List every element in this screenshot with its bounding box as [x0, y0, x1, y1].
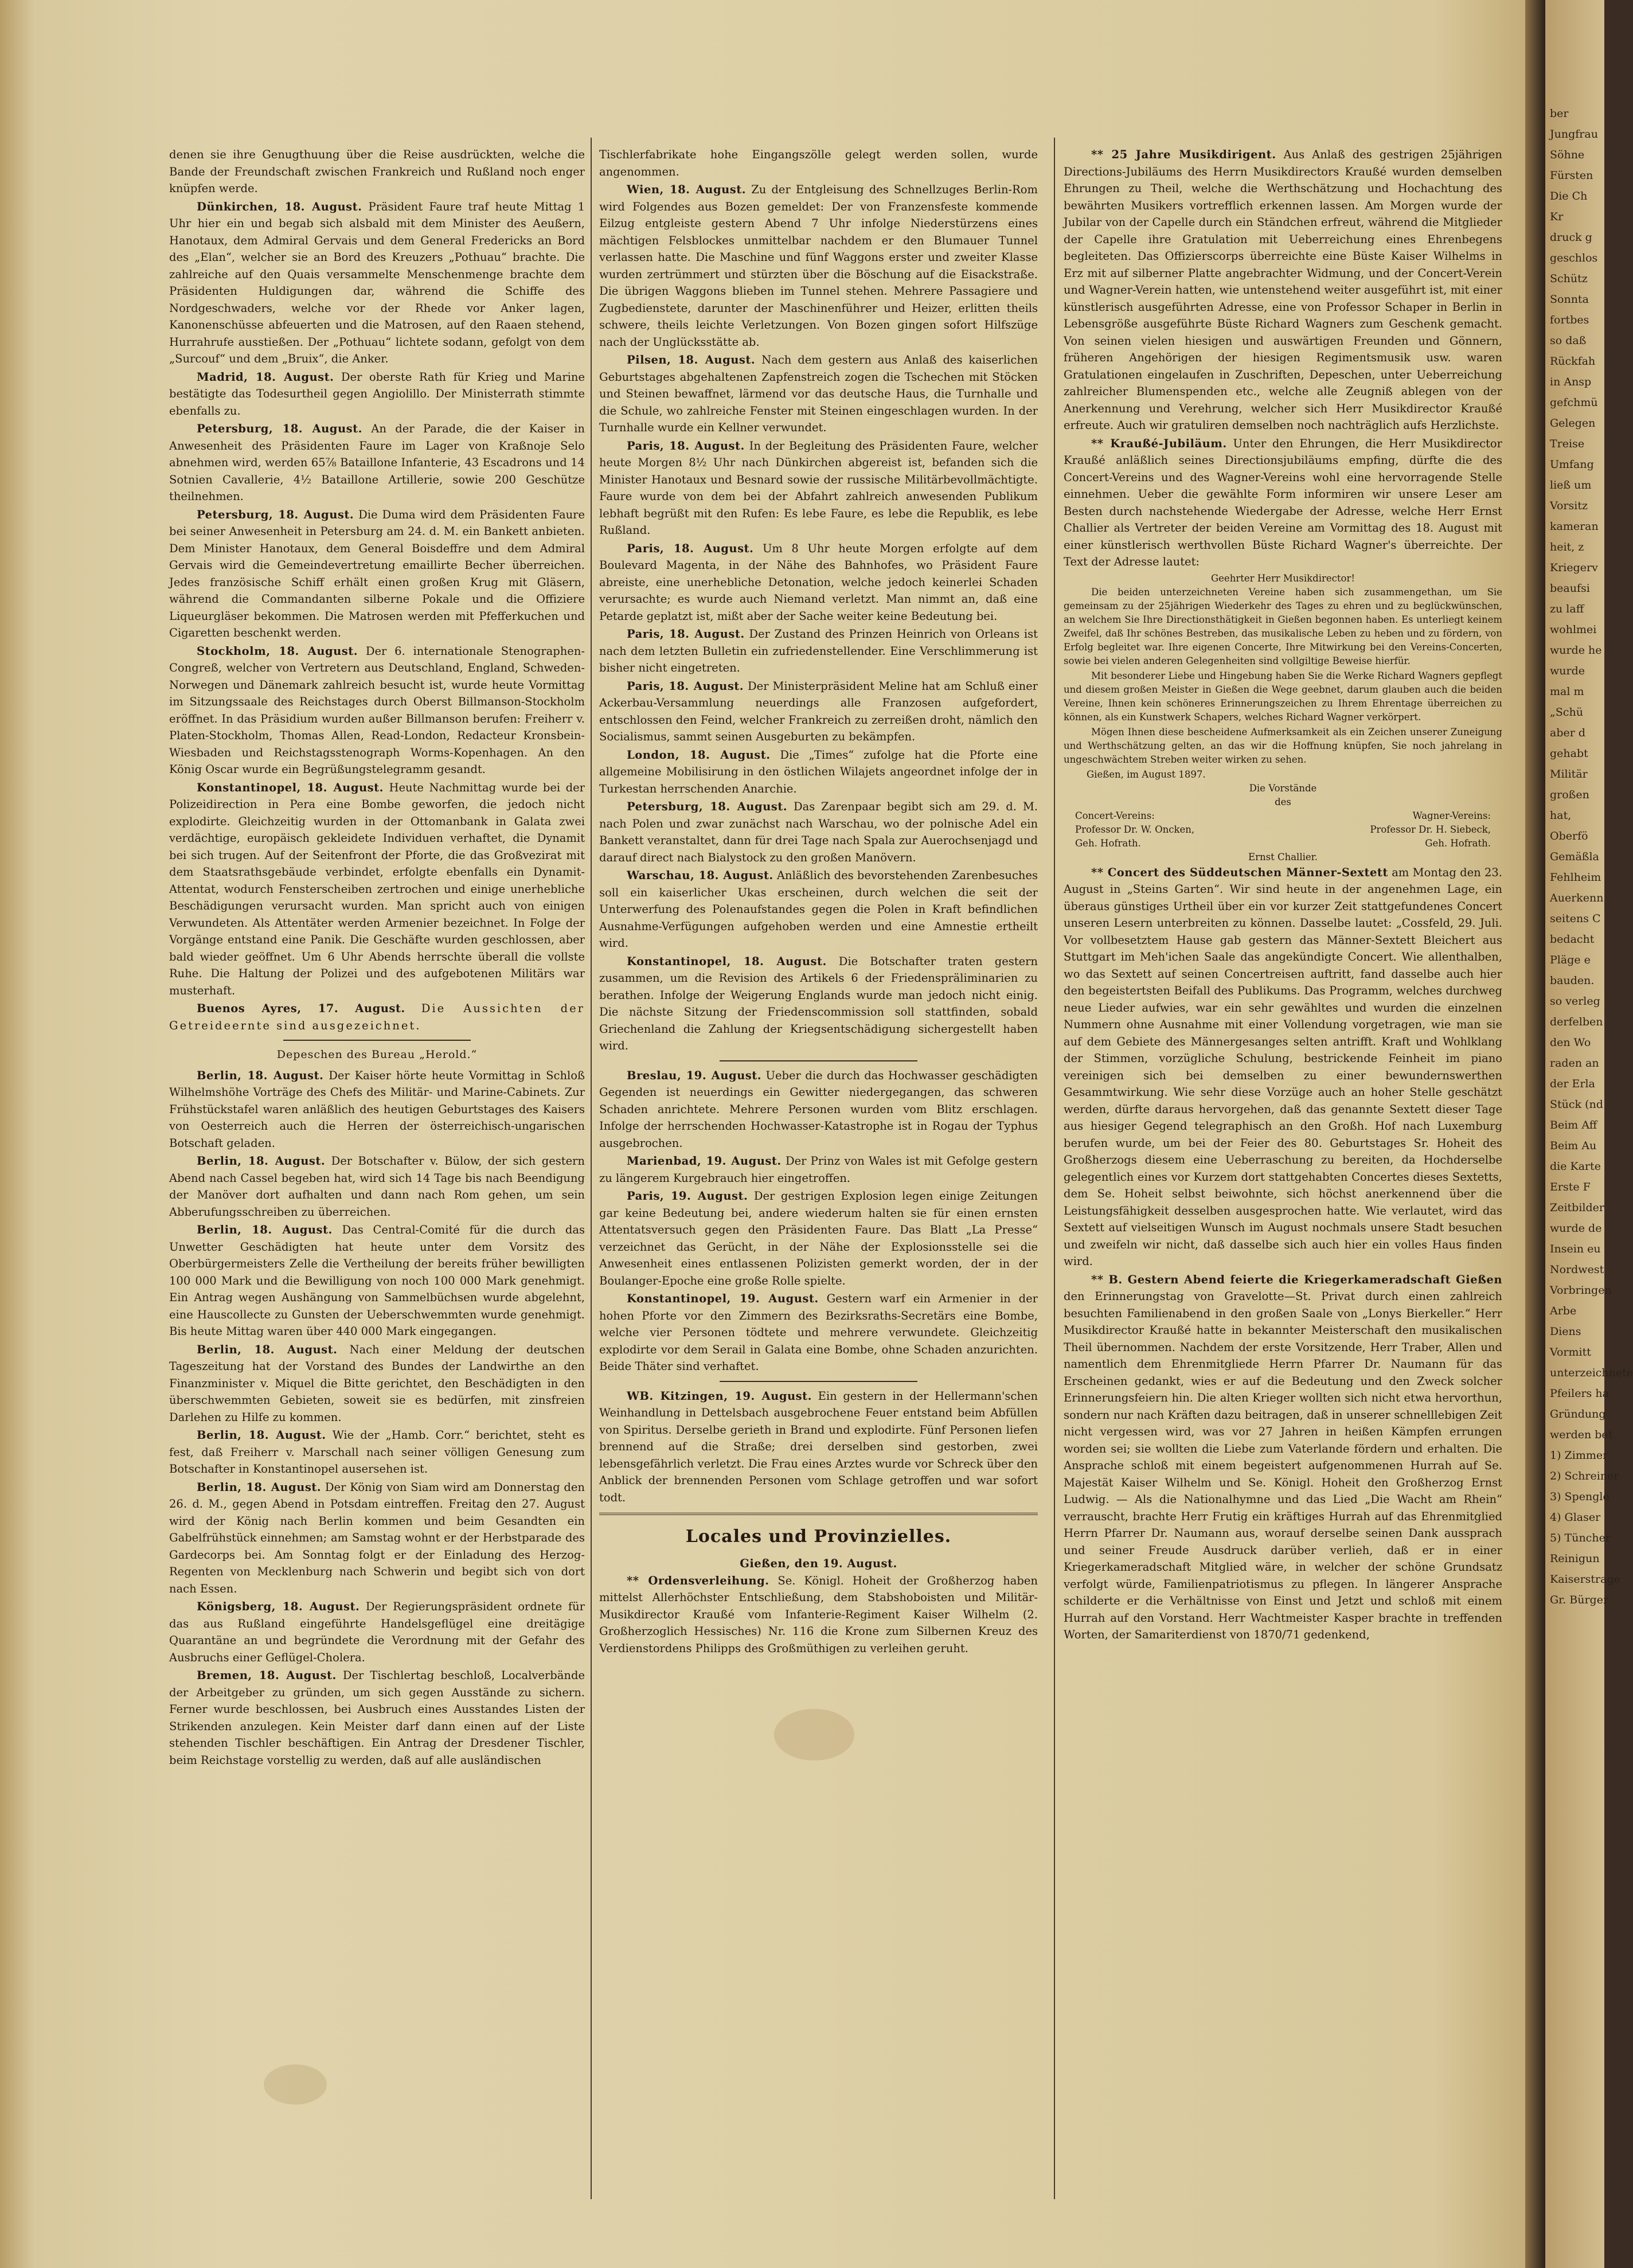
adjacent-page-fragment: Auerkenn: [1550, 892, 1604, 904]
article-text: Der oberste Rath für Krieg und Marine bestätigte das Todesurtheil gegen Angiolillo. Der Ministerrath stimmte ebenfalls zu.: [169, 370, 585, 417]
address-board: des: [1275, 796, 1291, 807]
adjacent-page-fragments: [1545, 0, 1633, 1610]
adjacent-page-fragment: Beim Aff: [1550, 1119, 1597, 1131]
adjacent-page-fragment: die Karte: [1550, 1160, 1601, 1173]
adjacent-page-fragment: ließ um: [1550, 479, 1592, 491]
news-item: [169, 1000, 585, 1034]
adjacent-page-fragment: Rückfah: [1550, 355, 1596, 368]
dateline: Dünkirchen, 18. August.: [197, 200, 362, 213]
adjacent-page-fragment: Erste F: [1550, 1181, 1591, 1193]
adjacent-page-fragment: Arbe: [1550, 1305, 1577, 1317]
column-1: [169, 146, 585, 2188]
adjacent-page-fragment: gehabt: [1550, 747, 1588, 760]
adjacent-page-fragment: zu laff: [1550, 603, 1584, 615]
adjacent-page-fragment: Pfeilers ha: [1550, 1387, 1609, 1400]
dateline: Petersburg, 18. August.: [197, 508, 354, 521]
article-text: Der Prinz von Wales ist mit Gefolge gestern zu längerem Kurgebrauch hier eingetroffen.: [599, 1154, 1038, 1185]
adjacent-page-fragment: Zeitbilder: [1550, 1201, 1604, 1214]
adjacent-page-fragment: wurde de: [1550, 1222, 1602, 1235]
book-binding: [1525, 0, 1545, 2268]
adjacent-page-fragment: 5) Tüncher: [1550, 1532, 1611, 1544]
article-text: Das Central-Comité für die durch das Unwetter Geschädigten hat heute unter dem Vorsitz des Oberbürgermeisters Zelle die Vertheilung der bereits früher bewilligten 100 000 Mark und die Bewilligung von noch 100 000 Mark genehmigt. Ein Antrag wegen Aushängung von Sammelbüchsen wurde abgelehnt, eine Hauscollecte zu Gunsten der Ueberschwemmten wurde genehmigt. Bis heute Mittag waren über 440 000 Mark eingegangen.: [169, 1223, 585, 1338]
adjacent-page-fragment: Vormitt: [1550, 1346, 1591, 1359]
news-item: [169, 369, 585, 420]
news-item: [169, 198, 585, 368]
adjacent-page-fragment: den Wo: [1550, 1036, 1591, 1049]
article-text: Zu der Entgleisung des Schnellzuges Berlin-Rom wird Folgendes aus Bozen gemeldet: Der von Franzensfeste kommende Eilzug entgleiste gestern Abend 7 Uhr infolge Niederstürzens eines mächtigen Felsblockes unmittelbar nachdem er den Blumauer Tunnel verlassen hatte. Die Maschine und fünf Waggons erster und zweiter Klasse wurden zertrümmert und stürzten über die Böschung auf die Eisackstraße. Die übrigen Waggons blieben im Tunnel stehen. Mehrere Passagiere und Zugbedienstete, darunter der Maschinenführer und Heizer, erlitten theils schwere, theils leichte Verletzungen. Von Bozen gingen sofort Hilfszüge nach der Unglücksstätte ab.: [599, 183, 1038, 349]
news-item: [599, 747, 1038, 798]
dateline: WB. Kitzingen, 19. August.: [627, 1389, 812, 1403]
dateline: Königsberg, 18. August.: [197, 1600, 360, 1613]
section-subheading: Depeschen des Bureau „Herold.“: [276, 1048, 478, 1061]
dateline: Paris, 18. August.: [627, 439, 745, 452]
dateline: Berlin, 18. August.: [197, 1068, 324, 1082]
dateline: Stockholm, 18. August.: [197, 644, 358, 658]
news-item: [169, 1427, 585, 1478]
article-text: In der Begleitung des Präsidenten Faure, welcher heute Morgen 8½ Uhr nach Dünkirchen abgereist ist, befanden sich die Minister Hanotaux und Besnard sowie der russische Militärbevollmächtigte. Faure wurde von dem bei der Abfahrt zahlreich anwesenden Publikum lebhaft begrüßt mit den Rufen: Es lebe Faure, es lebe die Republik, es lebe Rußland.: [599, 439, 1038, 537]
adjacent-page-fragment: 4) Glaser: [1550, 1511, 1601, 1524]
adjacent-page-fragment: beaufsi: [1550, 582, 1590, 595]
dateline: Wien, 18. August.: [627, 183, 747, 196]
article-text: Die „Times“ zufolge hat die Pforte eine allgemeine Mobilisirung in den östlichen Wilajets angeordnet infolge der in Turkestan herrschenden Anarchie.: [599, 748, 1038, 795]
adjacent-page-fragment: derfelben: [1550, 1016, 1603, 1028]
adjacent-page-fragment: gefchmü: [1550, 396, 1598, 409]
dateline: Madrid, 18. August.: [197, 370, 334, 384]
adjacent-page-fragment: so daß: [1550, 334, 1587, 347]
item-title: ** B. Gestern Abend feierte die Kriegerkameradschaft Gießen: [1091, 1272, 1502, 1286]
adjacent-page-fragment: bedacht: [1550, 933, 1595, 946]
adjacent-page-fragment: werden bet: [1550, 1428, 1613, 1441]
adjacent-page-fragment: Oberfö: [1550, 830, 1588, 842]
article-text: Aus Anlaß des gestrigen 25jährigen Directions-Jubiläums des Herrn Musikdirectors Kraußé wurden demselben Ehrungen zu Theil, welche die Werthschätzung und Hochachtung des bewährten Musikers vortrefflich erkennen lassen. Am Morgen wurde der Jubilar von der Capelle durch ein Ständchen erfreut, während die Mitglieder der Capelle ihre Gratulation mit Ueberreichung eines Ehrenbegens begleiteten. Das Offizierscorps überreichte eine Büste Kaiser Wilhelms in Erz mit auf silberner Platte angebrachter Widmung, und der Concert-Verein und Wagner-Verein hatten, wie untenstehend weiter ausgeführt ist, mit einer künstlerisch ausgeführten Adresse, eine von Professor Schaper in Berlin in Lebensgröße ausgeführte Büste Richard Wagners zum Geschenk gemacht. Von seinen vielen hiesigen und auswärtigen Freunden und Gönnern, früheren Angehörigen der hiesigen Regimentsmusik usw. waren Gratulationen eingelaufen in Zuschriften, Depeschen, unter Ueberreichung zahlreicher Blumenspenden etc., welche alle Zeugniß ablegen von der Anerkennung und Verehrung, welcher sich Herr Musikdirector Kraußé erfreute. Auch wir gratuliren demselben noch nachträglich aufs Herzlichste.: [1064, 148, 1502, 432]
news-item: [169, 420, 585, 505]
column-rule: [1054, 138, 1055, 2199]
adjacent-page-fragment: Sonnta: [1550, 293, 1589, 306]
adjacent-page-fragment: Die Ch: [1550, 190, 1588, 202]
adjacent-page-fragment: Kaiserstrage: [1550, 1573, 1620, 1586]
dateline: Breslau, 19. August.: [627, 1068, 762, 1082]
adjacent-page-fragment: so verleg: [1550, 995, 1600, 1008]
news-item: [599, 1290, 1038, 1375]
dateline: Berlin, 18. August.: [197, 1480, 322, 1494]
news-item: [169, 1067, 585, 1152]
article-text: Wie der „Hamb. Corr.“ berichtet, steht es fest, daß Freiherr v. Marschall nach seiner völligen Genesung zum Botschafter in Konstantinopel ausersehen ist.: [169, 1428, 585, 1475]
column-3: [1064, 146, 1502, 2188]
news-item: [599, 798, 1038, 866]
signature-row: [1064, 809, 1502, 823]
news-item: [169, 643, 585, 778]
local-dateline: Gießen, den 19. August.: [740, 1557, 897, 1570]
adjacent-page-fragment: seitens C: [1550, 912, 1601, 925]
news-item: [599, 352, 1038, 436]
article-text: Der Ministerpräsident Meline hat am Schluß einer Ackerbau-Versammlung neuerdings alle Franzosen aufgefordert, entschlossen den Feind, welcher Frankreich zu zerreißen droht, nämlich den Socialismus, sammt seinen Ausgeburten zu bekämpfen.: [599, 679, 1038, 743]
dateline: Pilsen, 18. August.: [627, 353, 756, 366]
column-2: [599, 146, 1038, 2188]
address-text: Mit besonderer Liebe und Hingebung haben Sie die Werke Richard Wagners gepflegt und diesem großen Meister in Gießen die Wege geebnet, darum glauben auch die beiden Vereine, Ihnen kein schöneres Erinnerungszeichen zu Ihrem Ehrentage überreichen zu können, als ein Kunstwerk Schapers, welches Richard Wagner verkörpert.: [1064, 670, 1502, 723]
news-item: [169, 779, 585, 1000]
news-item: [169, 1479, 585, 1598]
news-item: [169, 1341, 585, 1426]
dateline: Konstantinopel, 19. August.: [627, 1292, 819, 1305]
adjacent-page-fragment: Gründung: [1550, 1408, 1606, 1420]
article-text: Der Botschafter v. Bülow, der sich gestern Abend nach Cassel begeben hat, wird sich 14 Tage bis nach Beendigung der Manöver dort aufhalten und dann nach Rom gehen, um sein Abberufungsschreiben zu überreichen.: [169, 1154, 585, 1219]
item-title: ** Concert des Süddeutschen Männer-Sextett: [1091, 865, 1388, 879]
dateline: Paris, 18. August.: [627, 679, 744, 693]
signature-name: Professor Dr. H. Siebeck,: [1370, 823, 1491, 835]
adjacent-page-fragment: großen: [1550, 788, 1589, 801]
dateline: Paris, 18. August.: [627, 541, 754, 555]
signature-row: [1064, 823, 1502, 837]
adjacent-page-fragment: aber d: [1550, 727, 1586, 739]
adjacent-page-fragment: Pläge e: [1550, 954, 1591, 966]
dateline: Petersburg, 18. August.: [197, 422, 362, 435]
address-board: Die Vorstände: [1249, 782, 1317, 794]
news-item: [599, 678, 1038, 745]
adjacent-page-edge: [1545, 0, 1633, 2268]
adjacent-page-fragment: ber: [1550, 107, 1569, 120]
adjacent-page-fragment: wurde: [1550, 665, 1585, 677]
adjacent-page-fragment: Gemäßla: [1550, 850, 1599, 863]
adjacent-page-fragment: Gr. Bürger: [1550, 1594, 1609, 1606]
news-item: [599, 1388, 1038, 1506]
adjacent-page-fragment: in Ansp: [1550, 376, 1592, 388]
adjacent-page-fragment: geschlos: [1550, 252, 1598, 264]
article-text: Präsident Faure traf heute Mittag 1 Uhr hier ein und begab sich alsbald mit dem Minister des Aeußern, Hanotaux, dem Admiral Gervais und dem General Fredericks an Bord des „Elan“, welcher sie an Bord des Kreuzers „Pothuau“ brachte. Die zahlreiche auf den Quais versammelte Menschenmenge brachte dem Präsidenten Huldigungen dar, während die Schiffe des Nordgeschwaders, welche vor der Rhede vor Anker lagen, Kanonenschüsse abfeuerten und die Matrosen, auf den Raaen stehend, Hurrahrufe ausstießen. Der „Pothuau“ lichtete sodann, gefolgt von dem „Surcouf“ und dem „Bruix“, die Anker.: [169, 200, 585, 365]
article-text: Tischlerfabrikate hohe Eingangszölle gelegt werden sollen, wurde angenommen.: [599, 148, 1038, 178]
adjacent-page-fragment: Söhne: [1550, 149, 1585, 161]
article-text: Ein gestern in der Hellermann'schen Weinhandlung in Dettelsbach ausgebrochene Feuer entstand beim Abfüllen von Spiritus. Derselbe gerieth in Brand und explodirte. Fünf Personen liefen brennend auf die Straße; drei derselben sind gestorben, zwei lebensgefährlich verletzt. Die Frau eines Arztes wurde vor Schreck über den Anblick der brennenden Personen vom Schlage getroffen und war sofort todt.: [599, 1389, 1038, 1504]
address-date: Gießen, im August 1897.: [1087, 768, 1206, 780]
article-text: Die Botschafter traten gestern zusammen, um die Revision des Artikels 6 der Friedenspräliminarien zu berathen. Infolge der Weigerung Englands wurde man jedoch nicht einig. Die nächste Sitzung der Friedenscommission soll stattfinden, sobald Griechenland die Zahlung der Kriegsentschädigung sichergestellt haben wird.: [599, 954, 1038, 1052]
adjacent-page-fragment: Vorbringen: [1550, 1284, 1612, 1297]
dateline: Konstantinopel, 18. August.: [627, 954, 827, 968]
news-item: [1064, 1271, 1502, 1644]
item-title: ** Kraußé-Jubiläum.: [1091, 436, 1227, 450]
adjacent-page-fragment: wurde he: [1550, 644, 1602, 657]
adjacent-page-fragment: Nordwest: [1550, 1263, 1604, 1276]
article-text: denen sie ihre Genugthuung über die Reise ausdrückten, welche die Bande der Freundschaft zwischen Frankreich und Rußland noch enger knüpfen werde.: [169, 148, 585, 195]
signature-name: Professor Dr. W. Oncken,: [1075, 823, 1195, 835]
article-text: Unter den Ehrungen, die Herr Musikdirector Kraußé anläßlich seines Directionsjubiläums empfing, dürfte die des Concert-Vereins und des Wagner-Vereins wohl eine hervorragende Stelle einnehmen. Ueber die gewählte Form informiren wir unsere Leser am Besten durch nachstehende Wiedergabe der Adresse, welche Herr Ernst Challier als Vertreter der beiden Vereine am Vormittag des 18. August mit einer künstlerisch werthvollen Büste Richard Wagner's überreichte. Der Text der Adresse lautet:: [1064, 436, 1502, 568]
article-text: Nach einer Meldung der deutschen Tageszeitung hat der Vorstand des Bundes der Landwirthe an den Finanzminister v. Miquel die Bitte gerichtet, den Beschädigten in den überschwemmten Gebieten, soweit sie es bedürfen, mit zinsfreien Darlehen zu Hilfe zu kommen.: [169, 1342, 585, 1424]
adjacent-page-fragment: Insein eu: [1550, 1243, 1601, 1255]
adjacent-page-fragment: 1) Zimmer: [1550, 1449, 1608, 1462]
adjacent-page-fragment: Vorsitz: [1550, 499, 1588, 512]
news-item: [599, 953, 1038, 1055]
news-item: [599, 181, 1038, 350]
article-text: Anläßlich des bevorstehenden Zarenbesuches soll ein kaiserlicher Ukas erscheinen, durch welchen die seit der Unterwerfung des Polenaufstandes gegen die Polen in Kraft befindlichen Ausnahme-Verfügungen aufgehoben werden und eine Amnestie ertheilt wird.: [599, 869, 1038, 950]
dateline: Paris, 18. August.: [627, 627, 745, 641]
adjacent-page-fragment: Jungfrau: [1550, 128, 1598, 140]
adjacent-page-fragment: Fehlheim: [1550, 871, 1601, 884]
adjacent-page-fragment: Militär: [1550, 768, 1588, 780]
adjacent-page-fragment: Umfang: [1550, 458, 1594, 471]
article-text: Das Zarenpaar begibt sich am 29. d. M. nach Polen und zwar zunächst nach Warschau, wo der polnische Adel ein Bankett veranstaltet, dann für drei Tage nach Spala zur Auerochsenjagd und darauf direct nach Bialystock zu den großen Manövern.: [599, 800, 1038, 864]
dateline: Paris, 19. August.: [627, 1189, 748, 1203]
adjacent-page-fragment: heit, z: [1550, 541, 1584, 553]
article-text: Nach dem gestern aus Anlaß des kaiserlichen Geburtstages abgehaltenen Zapfenstreich zogen die Tschechen mit Stöcken und Steinen bewaffnet, lärmend vor das deutsche Haus, die Turnhalle und die Schule, wo zahlreiche Fenster mit Steinen eingeschlagen wurden. In der Turnhalle wurde ein Kellner verwundet.: [599, 353, 1038, 434]
news-item: [169, 1667, 585, 1769]
divider: [720, 1060, 917, 1061]
news-item: [1064, 435, 1502, 571]
news-item: [1064, 146, 1502, 434]
adjacent-page-fragment: hat,: [1550, 809, 1572, 822]
address-text: Mögen Ihnen diese bescheidene Aufmerksamkeit als ein Zeichen unserer Zuneigung und Werthschätzung gelten, an das wir die Hoffnung knüpfen, Sie noch jahrelang in ungeschwächtem Streben weiter wirken zu sehen.: [1064, 726, 1502, 765]
dateline: London, 18. August.: [627, 748, 771, 762]
article-text: Gestern warf ein Armenier in der hohen Pforte vor den Zimmern des Bezirksraths-Secretärs eine Bombe, welche vier Personen tödtete und mehrere verwundete. Gleichzeitig explodirte vor dem Serail in Galata eine Bombe, ohne Schaden anzurichten. Beide Thäter sind verhaftet.: [599, 1292, 1038, 1373]
adjacent-page-fragment: Gelegen: [1550, 417, 1596, 430]
section-heading: Locales und Provinzielles.: [685, 1527, 952, 1547]
article-text: Heute Nachmittag wurde bei der Polizeidirection in Pera eine Bombe geworfen, die jedoch nicht explodirte. Gleichzeitig wurden in der Ottomanbank in Galata zwei verdächtige, europäisch gekleidete Individuen verhaftet, die Dynamit bei sich trugen. Auf der Seitenfront der Pforte, die das Großvezirat mit dem Staatsrathsgebäude verbindet, erfolgte ebenfalls ein Dynamit-Attentat, wodurch Fensterscheiben zertrochen und einige unerhebliche Beschädigungen verursacht wurden. Man spricht auch von einigen Verwundeten. Als Attentäter werden Armenier bezeichnet. In Folge der Vorgänge entstand eine Panik. Die Geschäfte wurden geschlossen, aber bald wieder geöffnet. Um 6 Uhr Abends herrschte überall die vollste Ruhe. Die Haltung der Polizei und des aufgebotenen Militärs war musterhaft.: [169, 780, 585, 997]
divider: [720, 1381, 917, 1382]
article-text: Ueber die durch das Hochwasser geschädigten Gegenden ist neuerdings ein Gewitter niedergegangen, das schweren Schaden anrichtete. Mehrere Personen wurden vom Blitz erschlagen. Infolge der herrschenden Hochwasser-Katastrophe ist in Rogau der Typhus ausgebrochen.: [599, 1068, 1038, 1150]
adjacent-page-fragment: Treise: [1550, 438, 1585, 450]
signature-name: Geh. Hofrath.: [1425, 837, 1491, 849]
signature-name: Ernst Challier.: [1248, 851, 1318, 862]
article-text: Die Aussichten der Getreideernte sind ausgezeichnet.: [169, 1002, 585, 1032]
article-text: An der Parade, die der Kaiser in Anwesenheit des Präsidenten Faure im Lager von Kraßnoje Selo abnehmen wird, werden 65⅞ Bataillone Infanterie, 43 Escadrons und 14 Sotnien Cavallerie, 4½ Bataillone Artillerie, sowie 200 Geschütze theilnehmen.: [169, 422, 585, 503]
article-text: Um 8 Uhr heute Morgen erfolgte auf dem Boulevard Magenta, in der Nähe des Bahnhofes, wo Präsident Faure abreiste, eine unerhebliche Detonation, welche jedoch keinerlei Schaden verursachte; es wurde auch Niemand verletzt. Man nimmt an, daß eine Petarde geplatzt ist, mißt aber der Sache weiter keine Bedeutung bei.: [599, 541, 1038, 623]
adjacent-page-fragment: Kriegerv: [1550, 561, 1598, 574]
article-text: Der Kaiser hörte heute Vormittag in Schloß Wilhelmshöhe Vorträge des Chefs des Militär- und Marine-Cabinets. Zur Frühstückstafel waren anläßlich des heutigen Geburtstages des Kaisers von Oesterreich auch die Herren der österreichisch-ungarischen Botschaft geladen.: [169, 1068, 585, 1150]
adjacent-page-fragment: wohlmei: [1550, 623, 1597, 636]
news-item: [1064, 864, 1502, 1270]
dateline: Marienbad, 19. August.: [627, 1154, 782, 1168]
adjacent-page-fragment: der Erla: [1550, 1078, 1595, 1090]
news-item: [169, 1153, 585, 1220]
article-text: Der gestrigen Explosion legen einige Zeitungen gar keine Bedeutung bei, andere wiederum halten sie für einen ernsten Attentatsversuch gegen den Präsidenten Faure. Das Blatt „La Presse“ verzeichnet das Gerücht, in der Nähe der Explosionsstelle sei die Anwesenheit eines entlassenen Polizisten gemerkt worden, der in der Boulanger-Epoche eine große Rolle spielte.: [599, 1189, 1038, 1287]
dateline: Bremen, 18. August.: [197, 1669, 337, 1682]
news-item: [599, 1153, 1038, 1186]
dateline: Warschau, 18. August.: [627, 869, 773, 882]
dateline: Berlin, 18. August.: [197, 1342, 338, 1356]
article-text: am Montag den 23. August in „Steins Garten“. Wir sind heute in der angenehmen Lage, ein überaus günstiges Urtheil über ein vor kurzer Zeit stattgefundenes Concert unseren Lesern unterbreiten zu können. Dasselbe lautet: „Cossfeld, 29. Juli. Vor vollbesetztem Hause gab gestern das Männer-Sextett Bleichert aus Stuttgart im Meh'ichen Saale das angekündigte Concert. Wie allenthalben, wo das Sextett auf seinen Concertreisen auftritt, fand dasselbe auch hier den begeistertsten Beifall des Publikums. Das Programm, welches durchweg neue Lieder aufwies, war ein sehr gewähltes und wurden die einzelnen Nummern ohne Ausnahme mit einer Vollendung vorgetragen, wie man sie auf dem Gebiete des Männergesanges selten antrifft. Kraft und Wohlklang der Stimmen, vorzügliche Schulung, bestrickende Feinheit im piano vereinigen sich bei demselben zu einer bewundernswerthen Gesammtwirkung. Wie sehr diese Vorzüge auch an hoher Stelle geschätzt werden, dürfte daraus hervorgehen, daß das genannte Sextett dieser Tage aus hiesiger Gegend telegraphisch an den Großh. Hof nach Luxemburg berufen wurde, um bei der Feier des 80. Geburtstages Sr. Hoheit des Großherzogs diesem eine Ueberraschung zu bereiten, da Hochderselbe gelegentlich eines vor Kurzem dort stattgehabten Concertes dieses Sextetts, dem Se. Hoheit selbst beiwohnte, sich höchst anerkennend über die Leistungsfähigkeit desselben ausgesprochen hatte. Wie verlautet, wird das Sextett auf vielseitigen Wunsch im August nochmals unsere Stadt besuchen und zweifeln wir nicht, daß dasselbe sich auch hier ein volles Haus finden wird.: [1064, 865, 1503, 1268]
news-item: [599, 867, 1038, 952]
adjacent-page-fragment: mal m: [1550, 685, 1584, 698]
signature-label: Wagner-Vereins:: [1412, 810, 1491, 821]
dateline: Petersburg, 18. August.: [627, 800, 788, 813]
adjacent-page-fragment: unterzeichnete: [1550, 1367, 1633, 1379]
article-text: den Erinnerungstag von Gravelotte—St. Privat durch einen zahlreich besuchten Familienabend in den großen Saale von „Lonys Bierkeller.“ Herr Musikdirector Kraußé hatte in bekannter Meisterschaft den musikalischen Theil übernommen. Nachdem der erste Vorsitzende, Herr Traber, Allen und namentlich dem Ehrenmitgliede Herrn Pfarrer Dr. Naumann für das Erscheinen gedankt, wies er auf die Bedeutung und den Zweck solcher Erinnerungsfeiern hin. Die alten Krieger wollten sich nicht etwa hervorthun, sondern nur nach Kräften dazu beitragen, daß in unserer schnelllebigen Zeit nicht vergessen wird, was vor 27 Jahren in heißen Kämpfen errungen worden sei; sie wollten die Liebe zum Vaterlande fördern und erhalten. Die Ansprache schloß mit einem begeistert aufgenommenen Hurrah auf Se. Majestät Kaiser Wilhelm und Se. Königl. Hoheit den Großherzog Ernst Ludwig. — Als die Nationalhymne und das Lied „Die Wacht am Rhein“ verrauscht, brachte Herr Frutig ein kräftiges Hurrah auf das Ehrenmitglied Herrn Pfarrer Dr. Naumann aus, worauf derselbe seinen Dank aussprach und seiner Freude Ausdruck darüber verlieh, daß er in einer Kriegerkameradschaft Mitglied wäre, in welcher der schöne Grundsatz verfolgt würde, Familienpatriotismus zu pflegen. In längerer Ansprache schilderte er die Verhältnisse von Einst und Jetzt und schloß mit einem Hurrah auf den Vorstand. Herr Wachtmeister Kasper brachte in treffenden Worten, der Samariterdienst von 1870/71 gedenkend,: [1064, 1290, 1502, 1641]
news-item: [599, 1572, 1038, 1657]
address-text: Die beiden unterzeichneten Vereine haben sich zusammengethan, um Sie gemeinsam zu der 25jährigen Wiederkehr des Tages zu ehren und zu beglückwünschen, an welchem Sie Ihre Directionsthätigkeit in Gießen begonnen haben. Es unterliegt keinem Zweifel, daß Ihr schönes Bestreben, das musikalische Leben zu heben und zu fördern, von Erfolg begleitet war. Ihre eigenen Concerte, Ihre Mitwirkung bei den Vereins-Concerten, sowie bei vielen anderen Gelegenheiten sind vollgiltige Beweise hierfür.: [1064, 586, 1502, 666]
adjacent-page-fragment: Reinigun: [1550, 1552, 1600, 1565]
item-title: ** 25 Jahre Musikdirigent.: [1091, 148, 1276, 161]
divider: [283, 1040, 470, 1041]
article-text: Der Regierungspräsident ordnete für das aus Rußland eingeführte Handelsgeflügel eine dreitägige Quarantäne an und begründete die Verordnung mit der Gefahr des Ausbruchs einer Geflügel-Cholera.: [169, 1600, 585, 1664]
adjacent-page-fragment: „Schü: [1550, 706, 1583, 719]
article-text: Der Tischlertag beschloß, Localverbände der Arbeitgeber zu gründen, um sich gegen Ausstände zu sichern. Ferner wurde beschlossen, bei Ausbruch eines Ausstandes Listen der Strikenden anzulegen. Kein Meister darf dann einen auf der Liste stehenden Tischler beschäftigen. Ein Antrag der Dresdener Tischler, beim Reichstage vorstellig zu werden, daß auf alle ausländischen: [169, 1669, 585, 1767]
adjacent-page-fragment: fortbes: [1550, 314, 1589, 326]
dateline: Buenos Ayres, 17. August.: [197, 1002, 405, 1015]
article-text: Der Zustand des Prinzen Heinrich von Orleans ist nach dem letzten Bulletin ein zufriedenstellender. Eine Verschlimmerung ist bisher nicht eingetreten.: [599, 627, 1038, 674]
adjacent-page-fragment: 3) Spengle: [1550, 1490, 1609, 1503]
article-text: Die Duma wird dem Präsidenten Faure bei seiner Anwesenheit in Petersburg am 24. d. M. ein Bankett anbieten. Dem Minister Hanotaux, dem General Boisdeffre und dem Admiral Gervais wird die Gemeindevertretung emaillirte Becher überreichen. Jedes französische Schiff erhält einen großen Krug mit Gläsern, während die Commandanten silberne Pokale und die Offiziere Liqueurgläser bekommen. Die Matrosen werden mit Pfefferkuchen und Cigaretten beschenkt werden.: [169, 508, 585, 639]
section-rule: [599, 1513, 1038, 1515]
news-item: [599, 540, 1038, 625]
dateline: Berlin, 18. August.: [197, 1223, 333, 1236]
adjacent-page-fragment: Diens: [1550, 1325, 1581, 1338]
adjacent-page-fragment: Fürsten: [1550, 169, 1593, 182]
column-rule: [591, 138, 592, 2199]
adjacent-page-fragment: 2) Schreiner: [1550, 1470, 1619, 1482]
article-text: Der König von Siam wird am Donnerstag den 26. d. M., gegen Abend in Potsdam eintreffen. Freitag den 27. August wird der König nach Berlin kommen und beim Gesandten ein Gabelfrühstück einnehmen; am Samstag wohnt er der Herbstparade des Gardecorps bei. Am Sonntag folgt er der Einladung des Herzog-Regenten von Mecklenburg nach Schwerin und begibt sich von dort nach Essen.: [169, 1480, 585, 1595]
dateline: Berlin, 18. August.: [197, 1428, 326, 1442]
adjacent-page-fragment: raden an: [1550, 1057, 1599, 1069]
news-item: [599, 626, 1038, 677]
dateline: Berlin, 18. August.: [197, 1154, 326, 1168]
adjacent-page-fragment: Stück (nd: [1550, 1098, 1603, 1111]
news-item: [169, 1598, 585, 1666]
adjacent-page-fragment: kameran: [1550, 520, 1599, 533]
signature-label: Concert-Vereins:: [1075, 810, 1155, 821]
address-salutation: Geehrter Herr Musikdirector!: [1210, 572, 1355, 584]
adjacent-page-fragment: Schütz: [1550, 272, 1588, 285]
adjacent-page-fragment: bauden.: [1550, 974, 1595, 987]
article-text: Se. Königl. Hoheit der Großherzog haben mittelst Allerhöchster Entschließung, dem Stabshoboisten und Militär-Musikdirector Kraußé vom Infanterie-Regiment Kaiser Wilhelm (2. Großherzoglich Hessisches) Nr. 116 die Krone zum Silbernen Kreuz des Verdienstordens Philipps des Großmüthigen zu verleihen geruht.: [599, 1574, 1038, 1655]
item-title: ** Ordensverleihung.: [627, 1574, 769, 1587]
adjacent-page-fragment: Kr: [1550, 210, 1564, 223]
news-item: [599, 1188, 1038, 1289]
news-item: [599, 438, 1038, 539]
adjacent-page-fragment: Beim Au: [1550, 1139, 1597, 1152]
signature-name: Geh. Hofrath.: [1075, 837, 1141, 849]
article-text: Der 6. internationale Stenographen-Congreß, welcher von Vertretern aus Deutschland, England, Schweden-Norwegen und Dänemark zahlreich besucht ist, wurde heute Vormittag im Sitzungssaale des Reichstages durch Oberst Billmanson-Stockholm eröffnet. In das Präsidium wurden außer Billmanson berufen: Freiherr v. Platen-Stockholm, Thomas Allen, Read-London, Redacteur Kronsbein-Wiesbaden und Reichstagsstenograph Worms-Kopenhagen. An den König Oscar wurde ein Begrüßungstelegramm gesandt.: [169, 644, 585, 776]
adjacent-page-fragment: druck g: [1550, 231, 1592, 244]
signature-row: [1064, 837, 1502, 850]
news-item: [599, 1067, 1038, 1152]
dateline: Konstantinopel, 18. August.: [197, 780, 384, 794]
news-item: [169, 1221, 585, 1340]
news-item: [169, 506, 585, 642]
